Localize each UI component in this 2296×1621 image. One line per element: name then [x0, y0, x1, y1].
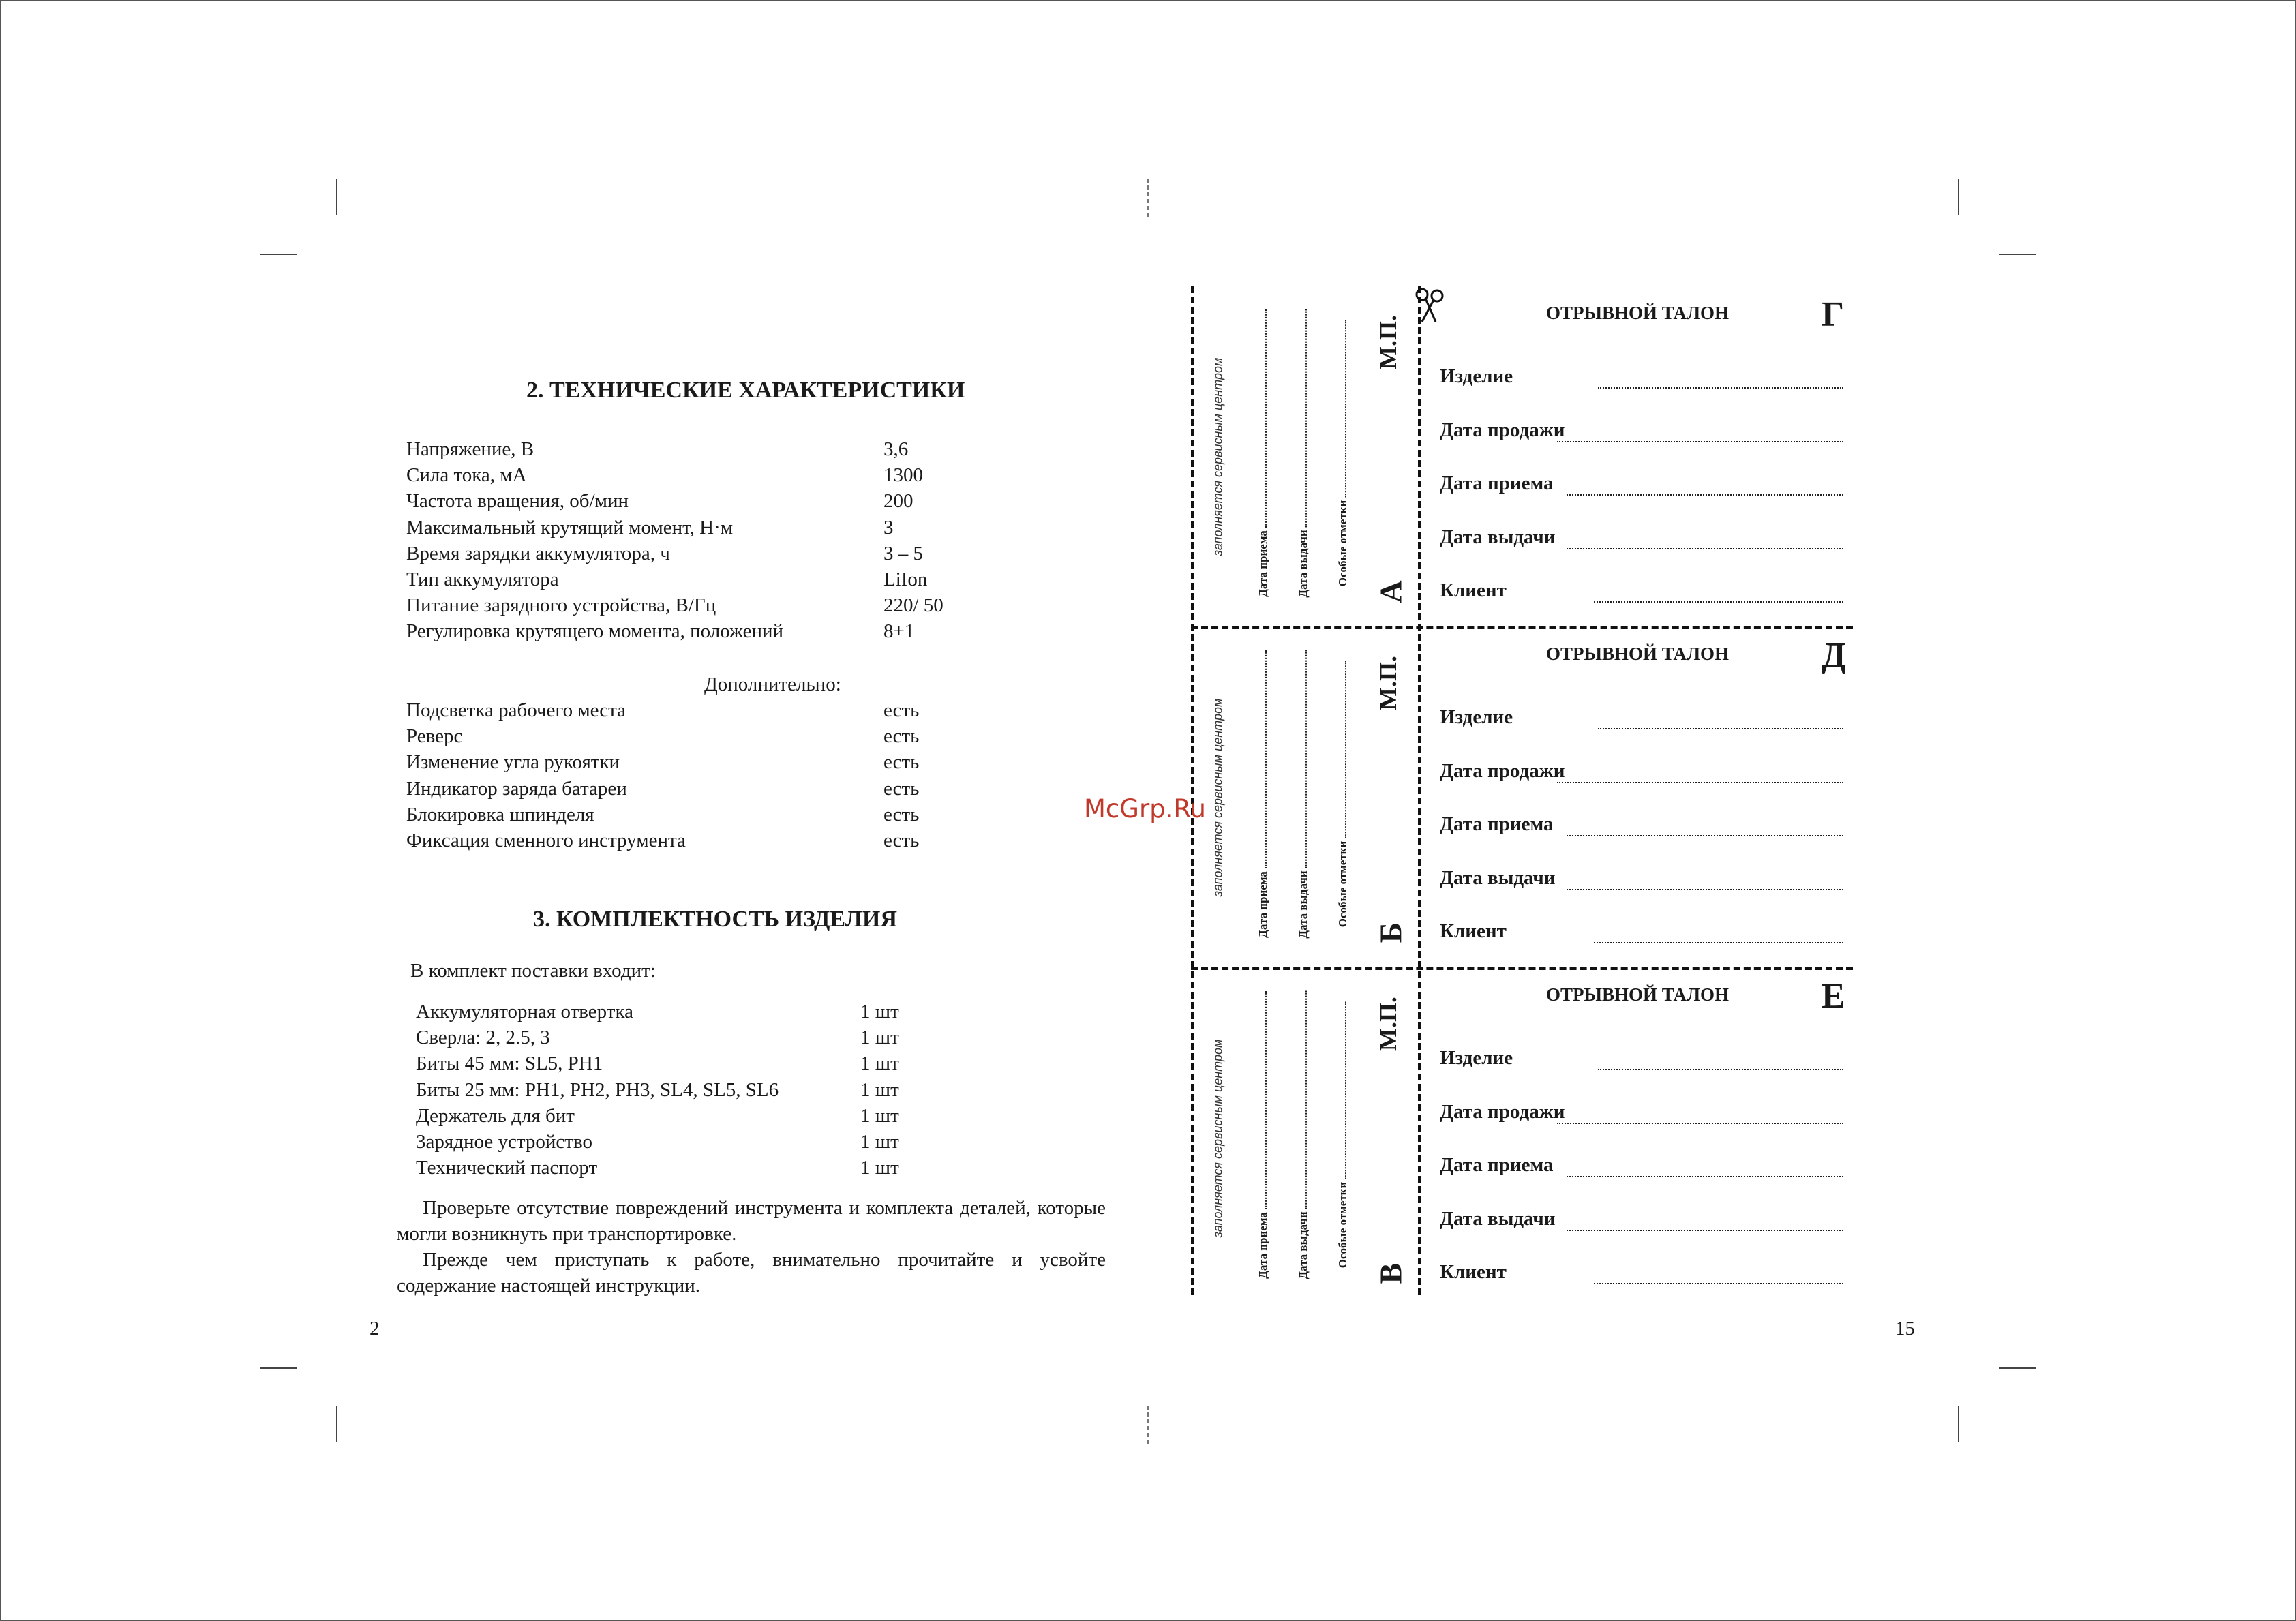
stub-field-label: Особые отметки — [1336, 500, 1349, 587]
coupon-field — [1440, 706, 1843, 733]
coupon-field-line[interactable] — [1567, 889, 1843, 890]
kit-value: 1 шт — [860, 1052, 899, 1075]
coupon-field-label: Изделие — [1440, 365, 1513, 387]
extra-label: Подсветка рабочего места — [406, 699, 626, 721]
coupon-field-line[interactable] — [1594, 601, 1843, 603]
coupon-field-label: Дата приема — [1440, 1154, 1554, 1176]
spec-label: Частота вращения, об/мин — [406, 490, 629, 513]
stub-field — [1256, 650, 1270, 938]
kit-label: Сверла: 2, 2.5, 3 — [416, 1027, 550, 1049]
kit-label: Аккумуляторная отвертка — [416, 1001, 633, 1022]
coupon-stub-cut-line — [1418, 286, 1421, 1295]
spec-label: Тип аккумулятора — [406, 569, 559, 590]
kit-label: Биты 25 мм: PH1, PH2, PH3, SL4, SL5, SL6 — [416, 1078, 779, 1101]
stub-letter: В — [1373, 1262, 1408, 1284]
tech-specs-title: 2. ТЕХНИЧЕСКИЕ ХАРАКТЕРИСТИКИ — [526, 378, 965, 403]
crop-mark — [260, 254, 297, 255]
page-number-right: 15 — [1895, 1318, 1915, 1339]
coupon-field — [1440, 419, 1843, 446]
kit-label: Зарядное устройство — [416, 1131, 592, 1153]
coupon-title: ОТРЫВНОЙ ТАЛОН — [1546, 303, 1729, 323]
extra-value: есть — [883, 830, 920, 851]
paragraph-read: Прежде чем приступать к работе, внимательно прочитайте и усвойте содержание настоящей инструкции. — [397, 1249, 1106, 1297]
coupon-field — [1440, 526, 1843, 554]
stub-field-label: Особые отметки — [1336, 1181, 1349, 1269]
service-note: заполняется сервисным центром — [1211, 357, 1225, 556]
coupon-field — [1440, 920, 1843, 948]
extra-heading: Дополнительно: — [704, 673, 841, 695]
stub-field — [1336, 661, 1350, 928]
kit-label: Биты 45 мм: SL5, PH1 — [416, 1052, 603, 1075]
crop-mark — [260, 1367, 297, 1369]
coupon-field — [1440, 1047, 1843, 1074]
crop-mark — [1999, 254, 2036, 255]
stub-field-label: Дата выдачи — [1297, 870, 1310, 939]
extra-label: Индикатор заряда батареи — [406, 777, 627, 800]
stub-field-label: Дата приема — [1256, 871, 1269, 938]
coupon-field-line[interactable] — [1557, 782, 1843, 783]
stub-field-line[interactable] — [1265, 650, 1267, 868]
coupon-field — [1440, 579, 1843, 607]
extra-value: есть — [883, 777, 920, 800]
coupon-field-label: Изделие — [1440, 706, 1513, 728]
coupon-outer-cut-line — [1191, 286, 1194, 1295]
coupon-field-label: Дата приема — [1440, 472, 1554, 494]
service-note: заполняется сервисным центром — [1211, 698, 1225, 897]
coupon-letter: Е — [1822, 977, 1845, 1016]
coupon-field-line[interactable] — [1567, 494, 1843, 496]
spec-label: Питание зарядного устройства, В/Гц — [406, 594, 716, 617]
watermark: McGrp.Ru — [1084, 794, 1206, 823]
stub-field — [1336, 1002, 1350, 1269]
stamp-label: М.П. — [1374, 656, 1402, 710]
spec-value: 200 — [883, 490, 913, 513]
coupon-field-label: Дата продажи — [1440, 419, 1565, 441]
coupon-field — [1440, 813, 1843, 840]
coupon-letter: Д — [1822, 636, 1846, 675]
kit-value: 1 шт — [860, 1157, 899, 1179]
extra-value: есть — [883, 725, 920, 748]
coupon-field-line[interactable] — [1594, 942, 1843, 943]
coupon-field-label: Дата продажи — [1440, 1100, 1565, 1123]
coupon-field — [1440, 760, 1843, 787]
spec-value: 1300 — [883, 464, 923, 487]
stub-field — [1297, 650, 1310, 938]
service-note: заполняется сервисным центром — [1211, 1039, 1225, 1238]
coupon-field-label: Клиент — [1440, 920, 1507, 942]
kit-title: 3. КОМПЛЕКТНОСТЬ ИЗДЕЛИЯ — [533, 907, 897, 932]
crop-mark — [336, 179, 337, 215]
coupon-field-label: Дата продажи — [1440, 759, 1565, 782]
coupon-field — [1440, 1208, 1843, 1235]
extra-label: Блокировка шпинделя — [406, 803, 594, 825]
coupon-field-line[interactable] — [1567, 548, 1843, 549]
coupon-letter: Г — [1822, 295, 1845, 334]
crop-mark — [1958, 179, 1959, 215]
coupon-field-line[interactable] — [1567, 1230, 1843, 1231]
coupon-field — [1440, 472, 1843, 500]
crop-mark — [336, 1406, 337, 1442]
spec-label: Время зарядки аккумулятора, ч — [406, 542, 670, 564]
coupon-field-line[interactable] — [1557, 1123, 1843, 1124]
coupon-field — [1440, 1154, 1843, 1181]
stub-field-line[interactable] — [1265, 309, 1267, 528]
spec-value: 220/ 50 — [883, 594, 943, 617]
coupon-field-label: Дата выдачи — [1440, 866, 1556, 889]
coupon-field-line[interactable] — [1557, 441, 1843, 442]
spec-label: Максимальный крутящий момент, Н·м — [406, 516, 734, 539]
extra-label: Реверс — [406, 725, 463, 748]
extra-value: есть — [883, 699, 920, 721]
coupon-field-line[interactable] — [1598, 728, 1843, 729]
center-fold-mark — [1147, 179, 1149, 217]
extra-value: есть — [883, 803, 920, 825]
spec-value: 8+1 — [883, 620, 915, 643]
coupon-field — [1440, 867, 1843, 894]
kit-value: 1 шт — [860, 1078, 899, 1101]
extra-label: Фиксация сменного инструмента — [406, 830, 686, 851]
stub-field-line[interactable] — [1345, 320, 1346, 498]
coupon-separator — [1191, 626, 1853, 629]
coupon-field-label: Дата выдачи — [1440, 526, 1556, 548]
stub-field — [1256, 991, 1270, 1279]
stub-field — [1297, 990, 1310, 1279]
coupon-title: ОТРЫВНОЙ ТАЛОН — [1546, 984, 1729, 1005]
coupon-field-label: Дата выдачи — [1440, 1207, 1556, 1230]
spec-value: 3 – 5 — [883, 542, 923, 564]
coupon-field — [1440, 365, 1843, 393]
coupon-field-label: Дата приема — [1440, 813, 1554, 835]
stub-field-line[interactable] — [1305, 309, 1307, 527]
kit-value: 1 шт — [860, 1001, 899, 1022]
stub-field — [1336, 320, 1350, 587]
stub-field-label: Дата выдачи — [1297, 1211, 1310, 1279]
stub-letter: А — [1373, 580, 1408, 603]
crop-mark — [1999, 1367, 2036, 1369]
stub-field-line[interactable] — [1305, 990, 1307, 1209]
coupon-title: ОТРЫВНОЙ ТАЛОН — [1546, 643, 1729, 664]
crop-mark — [1958, 1406, 1959, 1442]
extra-label: Изменение угла рукоятки — [406, 751, 620, 774]
stub-field — [1297, 309, 1310, 597]
coupon-field-label: Клиент — [1440, 579, 1507, 601]
kit-value: 1 шт — [860, 1104, 899, 1127]
kit-label: Технический паспорт — [416, 1157, 598, 1179]
kit-value: 1 шт — [860, 1027, 899, 1049]
stub-field-label: Особые отметки — [1336, 840, 1349, 928]
kit-value: 1 шт — [860, 1131, 899, 1153]
spec-label: Регулировка крутящего момента, положений — [406, 620, 784, 643]
spec-value: LiIon — [883, 569, 928, 590]
coupon-field-line[interactable] — [1598, 1069, 1843, 1070]
spec-value: 3,6 — [883, 438, 909, 460]
spec-label: Сила тока, мА — [406, 464, 527, 487]
scissors-icon — [1413, 286, 1448, 324]
stub-field — [1256, 309, 1270, 597]
stub-field-line[interactable] — [1265, 991, 1267, 1209]
spec-value: 3 — [883, 516, 894, 539]
stub-letter: Б — [1373, 922, 1408, 943]
stamp-label: М.П. — [1374, 997, 1402, 1051]
kit-label: Держатель для бит — [416, 1104, 575, 1127]
coupon-field-line[interactable] — [1594, 1283, 1843, 1284]
stub-field-line[interactable] — [1305, 650, 1307, 868]
center-fold-mark — [1147, 1406, 1149, 1444]
coupon-field — [1440, 1261, 1843, 1288]
coupon-field-line[interactable] — [1567, 835, 1843, 836]
stub-field-line[interactable] — [1345, 1002, 1346, 1179]
stub-field-line[interactable] — [1345, 661, 1346, 838]
spec-label: Напряжение, В — [406, 438, 534, 460]
coupon-separator — [1191, 967, 1853, 970]
coupon-field-line[interactable] — [1598, 387, 1843, 389]
kit-intro: В комплект поставки входит: — [410, 960, 656, 982]
page-number-left: 2 — [369, 1318, 380, 1339]
stub-field-label: Дата приема — [1256, 1212, 1269, 1279]
coupon-field-label: Клиент — [1440, 1261, 1507, 1283]
stub-field-label: Дата приема — [1256, 530, 1269, 597]
paragraph-check: Проверьте отсутствие повреждений инструмента и комплекта деталей, которые могли возникнуть при транспортировке. — [397, 1197, 1106, 1245]
coupon-field-line[interactable] — [1567, 1176, 1843, 1177]
coupon-field — [1440, 1101, 1843, 1128]
coupon-field-label: Изделие — [1440, 1047, 1513, 1069]
extra-value: есть — [883, 751, 920, 774]
stub-field-label: Дата выдачи — [1297, 530, 1310, 598]
stamp-label: М.П. — [1374, 315, 1402, 369]
